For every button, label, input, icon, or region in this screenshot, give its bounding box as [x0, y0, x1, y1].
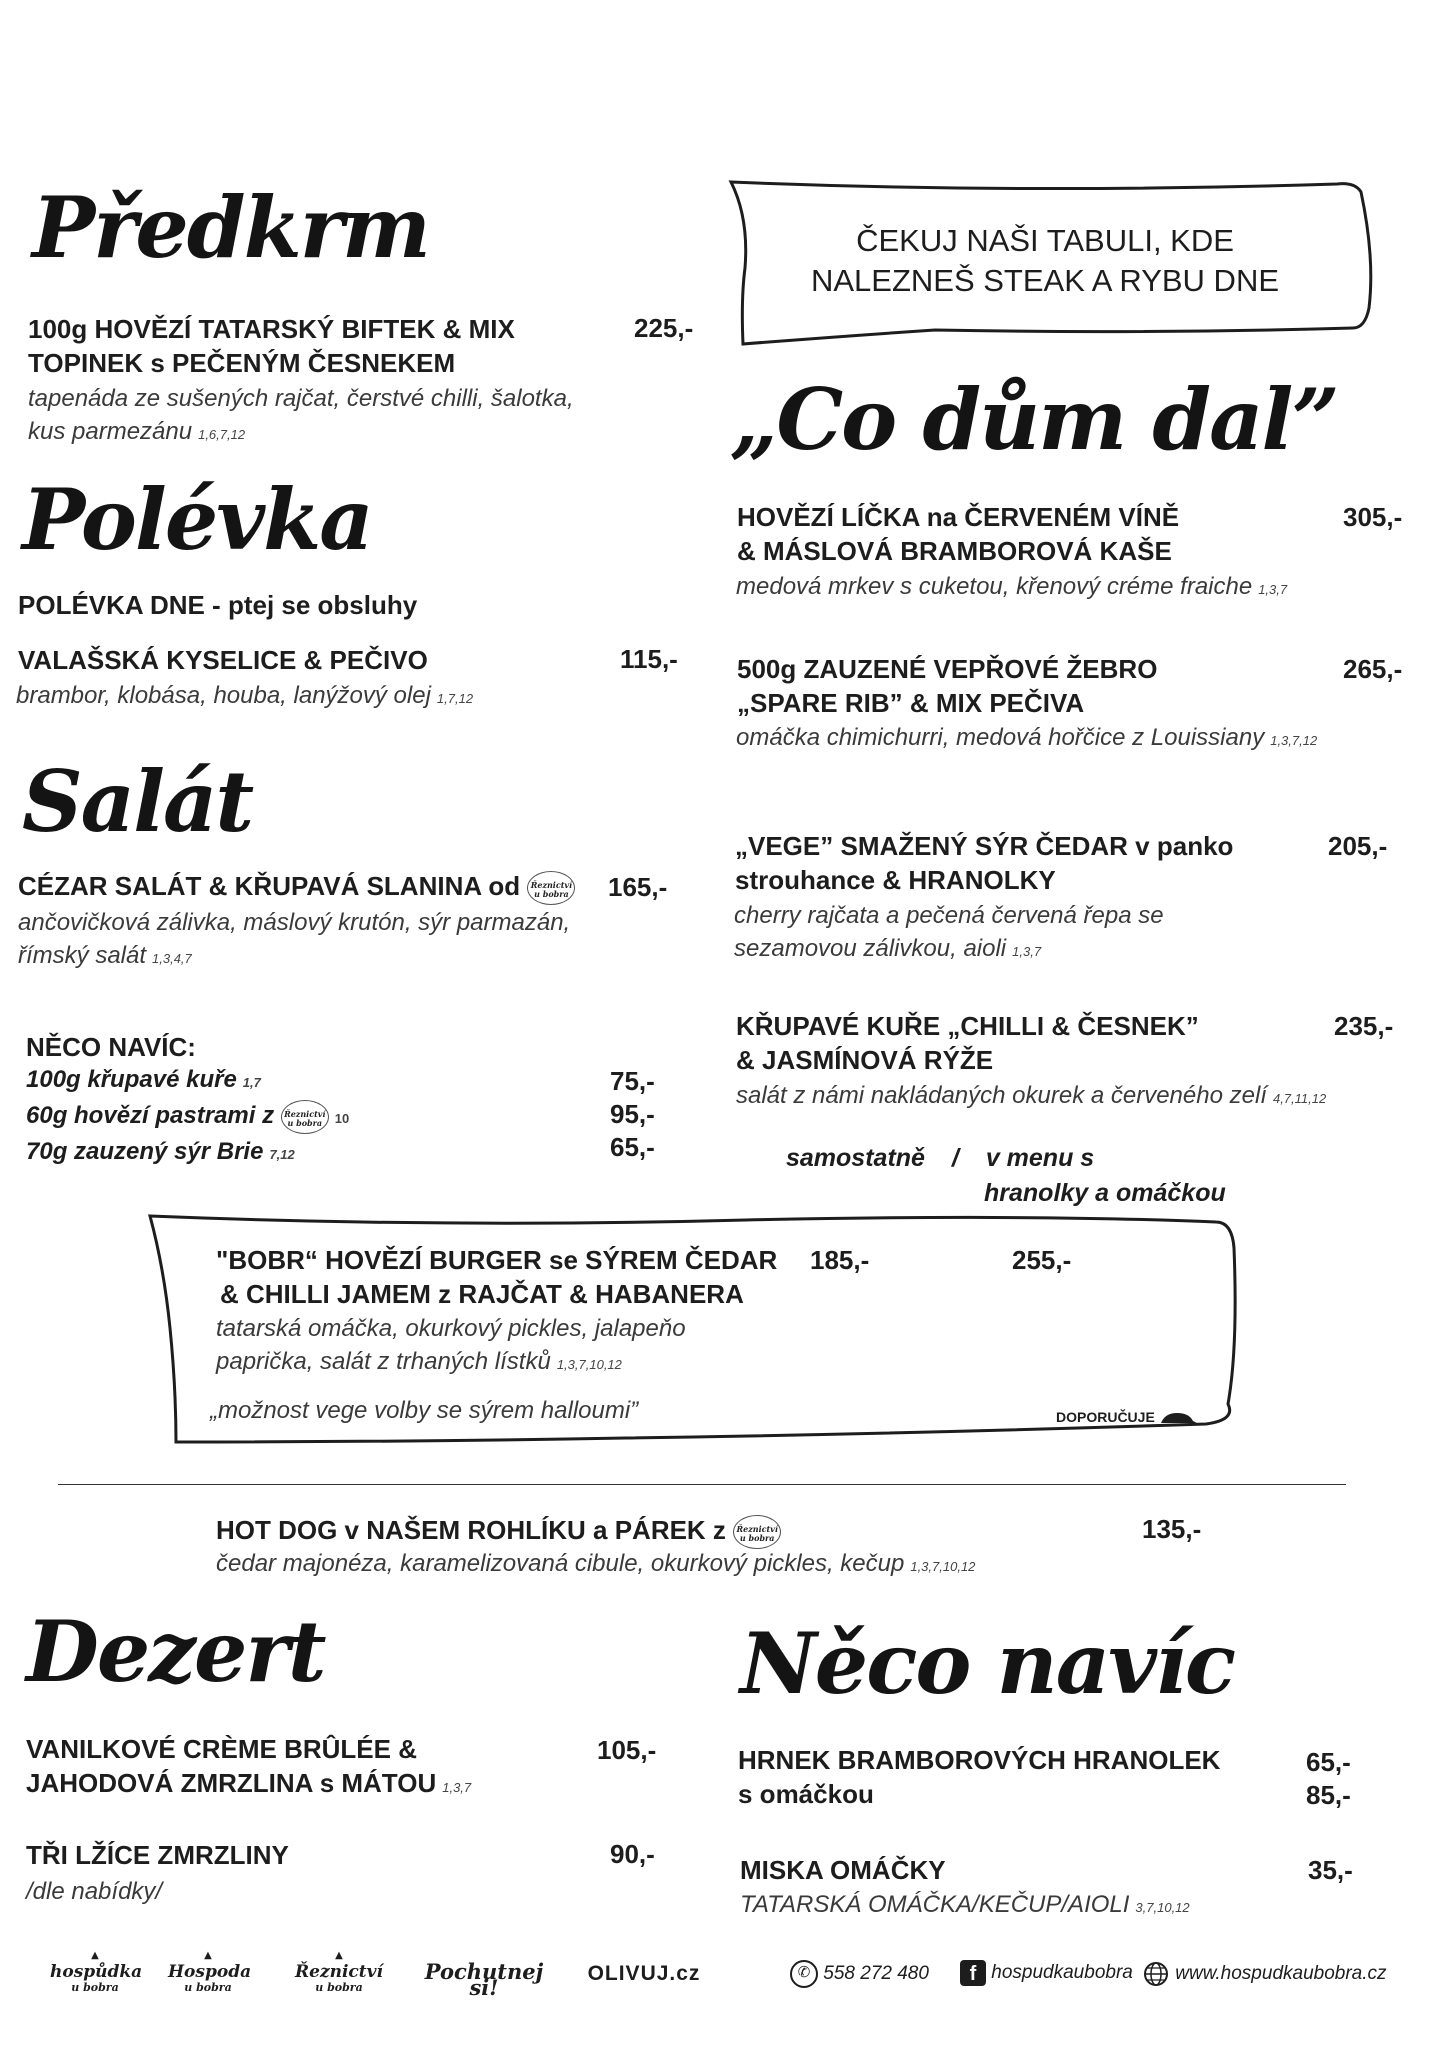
dessert-price: 90,- — [610, 1839, 655, 1869]
polevka-desc — [16, 679, 473, 715]
salat-desc-line1: ančovičková zálivka, máslový krutón, sýr parmazán, — [18, 909, 571, 936]
burger-desc: tatarská omáčka, okurkový pickles, jalapeňo paprička, salát z trhaných lístků 1,3,7,10,12 — [216, 1315, 686, 1375]
facebook-text: hospudkaubobra — [991, 1962, 1133, 1984]
dessert-item-name: TŘI LŽÍCE ZMRZLINY — [26, 1840, 289, 1870]
contact-facebook[interactable] — [960, 1960, 1133, 1986]
burger-header — [786, 1142, 1094, 1175]
main-item-price: 235,- — [1334, 1011, 1394, 1041]
extras-prices — [610, 1065, 655, 1164]
burger-vege-note: „možnost vege volby se sýrem halloumi” — [210, 1397, 639, 1424]
predkrm-desc — [28, 382, 574, 451]
extra-item: 70g zauzený sýr Brie 7,12 — [26, 1138, 295, 1165]
heading-co-dum-dal: „Co dům dal” — [730, 370, 1338, 469]
logo-hospudka: ▲ hospůdka u bobra — [50, 1950, 143, 1994]
burger-price-menu: 255,- — [1012, 1245, 1072, 1275]
recommend-badge — [1056, 1409, 1199, 1427]
extra-price: 65,- — [610, 1132, 655, 1162]
polevka-allergens: 1,7,12 — [436, 691, 474, 706]
side-price: 35,- — [1308, 1855, 1353, 1885]
board-box-line2: NALEZNEŠ STEAK A RYBU DNE — [810, 263, 1280, 298]
polevka-desc-text: brambor, klobása, houba, lanýžový olej — [16, 682, 431, 709]
board-box-line1: ČEKUJ NAŠI TABULI, KDE — [856, 223, 1234, 258]
reznictvi-logo-icon: Řeznictví u bobra — [733, 1515, 781, 1549]
facebook-icon: f — [960, 1960, 986, 1986]
main-item-desc: medová mrkev s cuketou, křenový créme fraiche 1,3,7 — [736, 573, 1288, 600]
board-box-text — [750, 221, 1340, 301]
extra-item: 60g hovězí pastrami z Řeznictví u bobra 10 — [26, 1099, 349, 1135]
side-item-name: HRNEK BRAMBOROVÝCH HRANOLEK s omáčkou — [738, 1745, 1221, 1809]
hotdog-price: 135,- — [1142, 1514, 1202, 1544]
salat-allergens: 1,3,4,7 — [152, 951, 192, 966]
dessert-item-name: VANILKOVÉ CRÈME BRÛLÉE & JAHODOVÁ ZMRZLINA s MÁTOU 1,3,7 — [26, 1734, 472, 1798]
burger-header-slash: / — [951, 1144, 959, 1172]
burger-header-menu: v menu s — [985, 1144, 1095, 1172]
burger-item-name: "BOBR“ HOVĚZÍ BURGER se SÝREM ČEDAR & CHILLI JAMEM z RAJČAT & HABANERA — [216, 1245, 778, 1309]
main-item-desc: omáčka chimichurri, medová hořčice z Louissiany 1,3,7,12 — [736, 724, 1318, 751]
main-item-desc: cherry rajčata a pečená červená řepa se sezamovou zálivkou, aioli 1,3,7 — [734, 902, 1164, 962]
side-item-prices — [1306, 1746, 1351, 1812]
heading-dezert: Dezert — [26, 1602, 325, 1701]
globe-icon — [1142, 1960, 1170, 1988]
predkrm-item-name — [28, 312, 515, 380]
logo-reznictvi: ▲ Řeznictví u bobra — [295, 1950, 383, 1994]
salat-item-name — [18, 869, 575, 905]
salat-price: 165,- — [608, 872, 668, 902]
heading-salat: Salát — [22, 752, 253, 851]
divider-line — [58, 1484, 1346, 1485]
side-item-name: MISKA OMÁČKY — [740, 1855, 946, 1885]
extra-item: 100g křupavé kuře 1,7 — [26, 1066, 261, 1093]
predkrm-name-line1: 100g HOVĚZÍ TATARSKÝ BIFTEK & MIX — [28, 314, 515, 344]
extras-title: NĚCO NAVÍC: — [26, 1032, 196, 1062]
beaver-icon — [1159, 1409, 1199, 1427]
recommend-text: DOPORUČUJE — [1056, 1409, 1155, 1425]
heading-predkrm: Předkrm — [32, 178, 429, 277]
polevka-item-name: VALAŠSKÁ KYSELICE & PEČIVO — [18, 645, 428, 675]
dessert-desc: /dle nabídky/ — [26, 1878, 163, 1905]
dessert-price: 105,- — [597, 1735, 657, 1765]
main-item-price: 205,- — [1328, 831, 1388, 861]
side-price: 65,- — [1306, 1747, 1351, 1777]
salat-desc — [18, 906, 570, 975]
main-item-name: 500g ZAUZENÉ VEPŘOVÉ ŽEBRO „SPARE RIB” & MIX PEČIVA — [737, 654, 1158, 718]
hotdog-name-text: HOT DOG v NAŠEM ROHLÍKU a PÁREK z — [216, 1515, 726, 1545]
salat-desc-line2: římský salát — [18, 942, 147, 969]
side-price: 85,- — [1306, 1780, 1351, 1810]
logo-hospoda: ▲ Hospoda u bobra — [168, 1950, 252, 1994]
main-item-price: 265,- — [1343, 654, 1403, 684]
polevka-price: 115,- — [620, 644, 678, 674]
predkrm-desc-line2: kus parmezánu — [28, 418, 193, 445]
main-item-name: „VEGE” SMAŽENÝ SÝR ČEDAR v panko strouhance & HRANOLKY — [735, 831, 1234, 895]
contact-phone[interactable] — [790, 1960, 929, 1988]
side-item-desc: TATARSKÁ OMÁČKA/KEČUP/AIOLI 3,7,10,12 — [740, 1891, 1190, 1918]
soup-of-day: POLÉVKA DNE - ptej se obsluhy — [18, 590, 418, 620]
hotdog-item-name — [216, 1513, 781, 1549]
salat-name-text: CÉZAR SALÁT & KŘUPAVÁ SLANINA od — [18, 871, 521, 901]
burger-price-alone: 185,- — [810, 1245, 870, 1275]
predkrm-name-line2: TOPINEK s PEČENÝM ČESNEKEM — [28, 348, 456, 378]
logo-olivuj: OLIVUJ.cz — [587, 1962, 701, 1985]
heading-neco-navic: Něco navíc — [740, 1614, 1235, 1713]
burger-header-alone: samostatně — [786, 1144, 925, 1172]
heading-polevka: Polévka — [22, 470, 372, 569]
main-item-price: 305,- — [1343, 502, 1403, 532]
reznictvi-logo-icon: Řeznictví u bobra — [527, 871, 575, 905]
web-text: www.hospudkaubobra.cz — [1175, 1963, 1387, 1985]
burger-header-menu2: hranolky a omáčkou — [984, 1179, 1226, 1207]
main-item-desc: salát z námi nakládaných okurek a červeného zelí 4,7,11,12 — [736, 1082, 1327, 1109]
extra-price: 75,- — [610, 1066, 655, 1096]
predkrm-desc-line1: tapenáda ze sušených rajčat, čerstvé chilli, šalotka, — [28, 385, 574, 412]
extras-list — [26, 1063, 349, 1171]
phone-text: 558 272 480 — [823, 1963, 929, 1985]
phone-icon: ✆ — [790, 1960, 818, 1988]
predkrm-price: 225,- — [634, 313, 694, 343]
main-item-name: HOVĚZÍ LÍČKA na ČERVENÉM VÍNĚ & MÁSLOVÁ BRAMBOROVÁ KAŠE — [737, 502, 1180, 566]
logo-pochutnej: Pochutnej si! — [424, 1959, 544, 2000]
extra-price: 95,- — [610, 1099, 655, 1129]
hotdog-desc: čedar majonéza, karamelizovaná cibule, okurkový pickles, kečup 1,3,7,10,12 — [216, 1550, 976, 1577]
predkrm-allergens: 1,6,7,12 — [198, 427, 246, 442]
main-item-name: KŘUPAVÉ KUŘE „CHILLI & ČESNEK” & JASMÍNOVÁ RÝŽE — [736, 1011, 1199, 1075]
contact-web[interactable] — [1142, 1960, 1387, 1988]
reznictvi-logo-icon: Řeznictví u bobra — [281, 1100, 329, 1134]
